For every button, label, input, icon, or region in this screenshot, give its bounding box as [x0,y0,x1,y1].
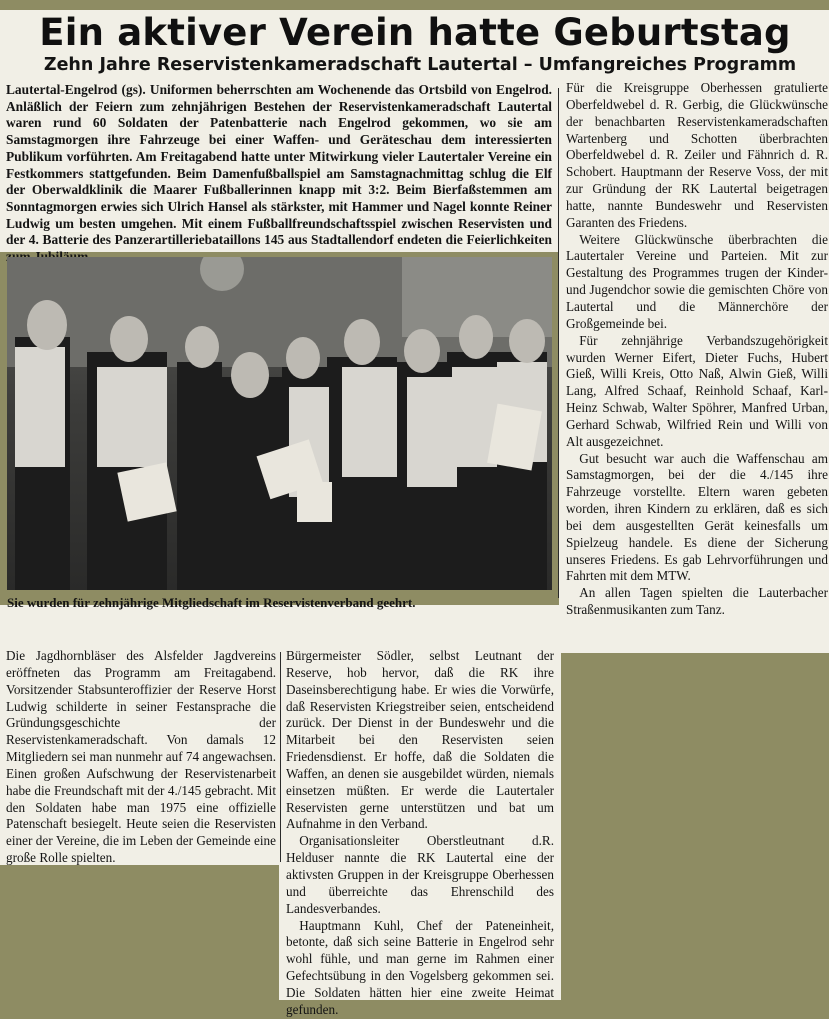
paragraph: Für die Kreisgruppe Oberhessen gratulierte Oberfeldwebel d. R. Gerbig, die Glückwünsche der benachbarten Reservistenkameradschaften Wartenberg und Schotten überbrachten Oberfeldwebel d. R. Zeiler und Fähnrich d. R. Schobert. Hauptmann der Reserve Voss, der mit zur Gründung der RK Lautertal beigetragen hatte, nannte Bundeswehr und Reservisten Garanten des Friedens. [566,80,828,230]
lead-text: Lautertal-Engelrod (gs). Uniformen beherrschten am Wochenende das Ortsbild von Engelrod. Anläßlich der Feiern zum zehnjährigen Bestehen der Reservistenkameradschaft Lautertal waren rund 60 Soldaten der Patenbatterie nach Engelrod gekommen, wo sie am Samstagmorgen ihre Fahrzeuge bei einer Waffen- und Geräteschau dem interessierten Publikum vorführten. Am Freitagabend hatte unter Mitwirkung vieler Lautertaler Vereine ein Festkommers stattgefunden. Beim Damenfußballspiel am Samstagnachmittag schlug die Elf der Oberwaldklinik die Maarer Fußballerinnen knapp mit 3:2. Beim Bierfaßstemmen am Sonntagmorgen erwies sich Ulrich Hansel als stärkster, mit Hammer und Nagel konnte Reiner Ludwig um besten umgehen. Mit einem Fußballfreundschaftsspiel zwischen Reservisten und der 4. Batterie des Panzerartilleriebataillons 145 aus Stadtallendorf endeten die Feierlichkeiten [6,82,552,248]
paragraph: Gut besucht war auch die Waffenschau am Samstagmorgen, bei der die 4./145 ihre Fahrzeuge vorstellte. Eltern waren gebeten worden, ihren Kindern zu erklären, daß es sich bei dem ausgestellten Gerät keinesfalls um Spielzeug handele. Es diene der Sicherung unseres Friedens. Es gab Lehrvorführungen und Fahrten mit dem MTW. [566,450,828,584]
paragraph: Hauptmann Kuhl, Chef der Pateneinheit, betonte, daß sich seine Batterie in Engelrod sehr wohl fühle, und man gerne im Rahmen einer Gefechtsübung in den Vogelsberg gekommen sei. Die Soldaten hätten hier eine zweite Heimat gefunden. [286,917,554,1017]
left-column [6,648,276,867]
column-divider [558,88,559,598]
paragraph: Organisationsleiter Oberstleutnant d.R. Helduser nannte die RK Lautertal eine der aktivsten Gruppen in der Kreisgruppe Oberhessen und überreichte das Ehrenschild des Landesverbandes. [286,833,554,916]
right-column [566,80,828,619]
paragraph: Bürgermeister Södler, selbst Leutnant der Reserve, hob hervor, daß die RK ihre Daseinsberechtigung habe. Er wies die Vorwürfe, daß Reservisten Kriegstreiber seien, entscheidend zurück. Der Dienst in der Bundeswehr und die Mitarbeit bei den Reservisten seien Friedensdienst. Er hoffe, daß die Soldaten die Waffen, an denen sie ausgebildet würden, niemals einsetzen müßten. Er werde die Lautertaler Reservisten gerne unterstützen und bat um Aufnahme in den Verband. [286,648,554,832]
photo-caption: Sie wurden für zehnjährige Mitgliedschaft im Reservistenverband geehrt. [7,595,416,610]
subheadline: Zehn Jahre Reservistenkameradschaft Lautertal – Umfangreiches Programm [43,55,797,75]
headline: Ein aktiver Verein hatte Geburtstag [39,11,791,54]
paragraph: An allen Tagen spielten die Lauterbacher Straßenmusikanten zum Tanz. [566,585,828,618]
column-divider [280,652,281,862]
lead-paragraph [6,82,552,266]
group-photo [7,257,552,590]
paragraph: Die Jagdhornbläser des Alsfelder Jagdvereins eröffneten das Programm am Freitagabend. Vorsitzender Stabsunteroffizier der Reserve Horst Ludwig schilderte in seiner Festansprache die Gründungsgeschichte der Reservistenkameradschaft. Von damals 12 Mitgliedern sei man nunmehr auf 74 angewachsen. Einen großen Aufschwung der Reservistenarbeit habe die Freundschaft mit der 4./145 gebracht. Mit den Soldaten habe man 1975 eine offizielle Patenschaft besiegelt. Heute seien die Reservisten einer der Vereine, die im Leben der Gemeinde eine große Rolle spielten. [6,648,276,866]
group-photo-illustration [7,257,552,590]
middle-column [286,648,554,1019]
paragraph: Weitere Glückwünsche überbrachten die Lautertaler Vereine und Parteien. Mit zur Gestaltung des Programmes trugen der Kinder- und Jugendchor sowie die gemischten Chöre von Lautertal und die Männerchöre der Großgemeinde bei. [566,231,828,331]
paragraph: Für zehnjährige Verbandszugehörigkeit wurden Werner Eifert, Dieter Fuchs, Hubert Gieß, Willi Kreis, Otto Naß, Alwin Gieß, Willi Lang, Alfred Schaaf, Reinhold Schaaf, Karl-Heinz Schwab, Walter Spöhrer, Manfred Urban, Gerhard Schwab, Wilfried Rein und Willi von Alt ausgezeichnet. [566,332,828,449]
